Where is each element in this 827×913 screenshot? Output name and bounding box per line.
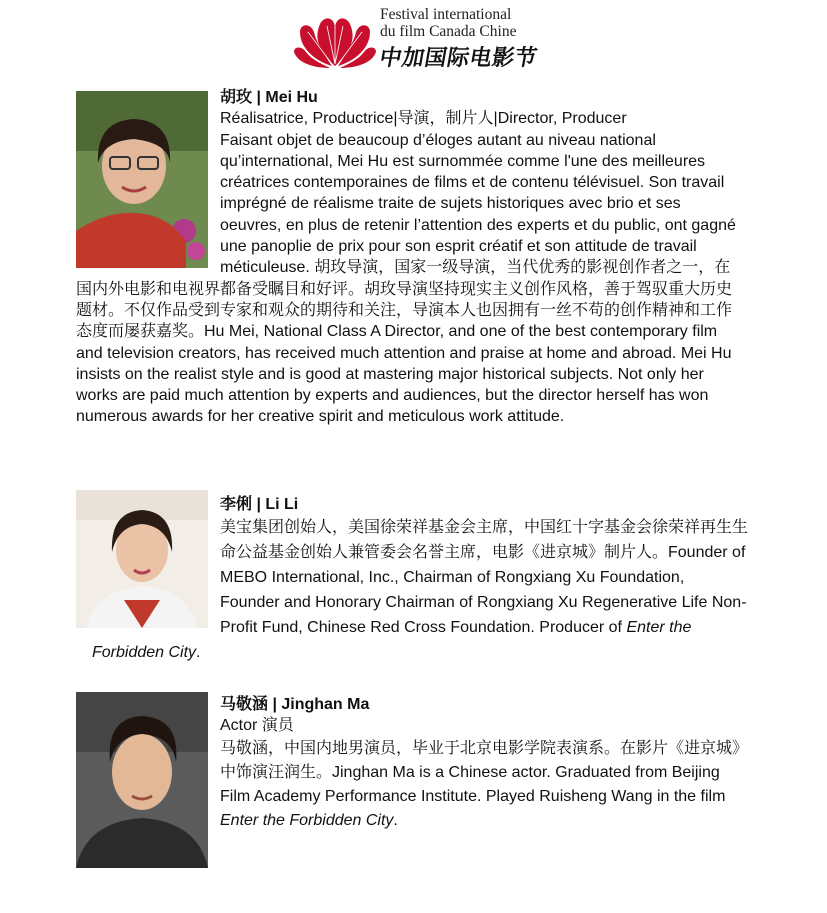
bio-text-body: Faisant objet de beaucoup d’éloges autant au niveau national qu’international, Mei Hu est surnommée comme l'une des meilleures créatrices contemporaines de films et de contenu télévisuel. Son travail imprégné de réalisme traite de sujets historiques avec brio et ses oeuvres, en plus de retenir l’attention des experts et du public, ont gagné une panoplie de prix pour son esprit créatif et son attitude de travail méticuleuse. 胡玫导演，国家一级导演，当代优秀的影视创作者之一，在国内外电影和电视界都备受瞩目和好评。胡玫导演坚持现实主义创作风格，善于驾驭重大历史题材。不仅作品受到专家和观众的期待和关注，导演本人也因拥有一丝不苟的创作精神和工作态度而屡获嘉奖。Hu Mei, National Class A Director, and one of the best contemporary film and television creators, has received much attention and praise at home and abroad. Mei Hu insists on the realist style and is good at mastering major historical subjects. Not only her works are paid much attention by experts and audiences, but the director herself has won numerous awards for her creative spirit and meticulous work attitude. (76, 131, 736, 426)
bio-mei-hu (76, 87, 744, 428)
flower-petals-logo-icon (294, 6, 376, 70)
festival-name-line2: du film Canada Chine (380, 23, 517, 40)
bio-text-body: 美宝集团创始人，美国徐荣祥基金会主席，中国红十字基金会徐荣祥再生生命公益基金创始人兼管委会名誉主席，电影《进京城》制片人。Founder of MEBO International, Inc., Chairman of Rongxiang Xu Foundation, Founder and Honorary Chairman of Rongxiang Xu Regenerative Life Non-Profit Fund, Chinese Red Cross Foundation. Producer of (220, 519, 749, 637)
festival-name-line1: Festival international (380, 6, 512, 23)
festival-name-french (380, 6, 516, 40)
film-title: Enter the Forbidden City (220, 811, 394, 829)
portrait-jinghan-ma (76, 692, 208, 868)
bio-text (76, 130, 744, 428)
bio-text-body: 马敬涵，中国内地男演员，毕业于北京电影学院表演系。在影片《进京城》中饰演汪润生。Jinghan Ma is a Chinese actor. Graduated from Beijing Film Academy Performance Institute. Played Ruisheng Wang in the film (220, 739, 741, 805)
bio-text-end: . (196, 644, 201, 662)
film-title: Enter the Forbidden City (92, 619, 692, 662)
bio-jinghan-ma (220, 694, 740, 833)
person-role: Réalisatrice, Productrice|导演，制片人|Director, Producer (220, 110, 627, 128)
person-name: 马敬涵 | Jinghan Ma (220, 696, 370, 713)
bio-text-end: . (393, 811, 398, 829)
person-name: 李俐 | Li Li (220, 496, 299, 513)
person-role: Actor 演员 (220, 717, 294, 735)
festival-logo (294, 4, 544, 72)
person-name: 胡玫 | Mei Hu (220, 89, 318, 106)
bio-text (220, 737, 740, 833)
bio-li-li (92, 494, 748, 665)
festival-name-chinese: 中加国际电影节 (377, 46, 540, 71)
bio-text (92, 515, 748, 665)
